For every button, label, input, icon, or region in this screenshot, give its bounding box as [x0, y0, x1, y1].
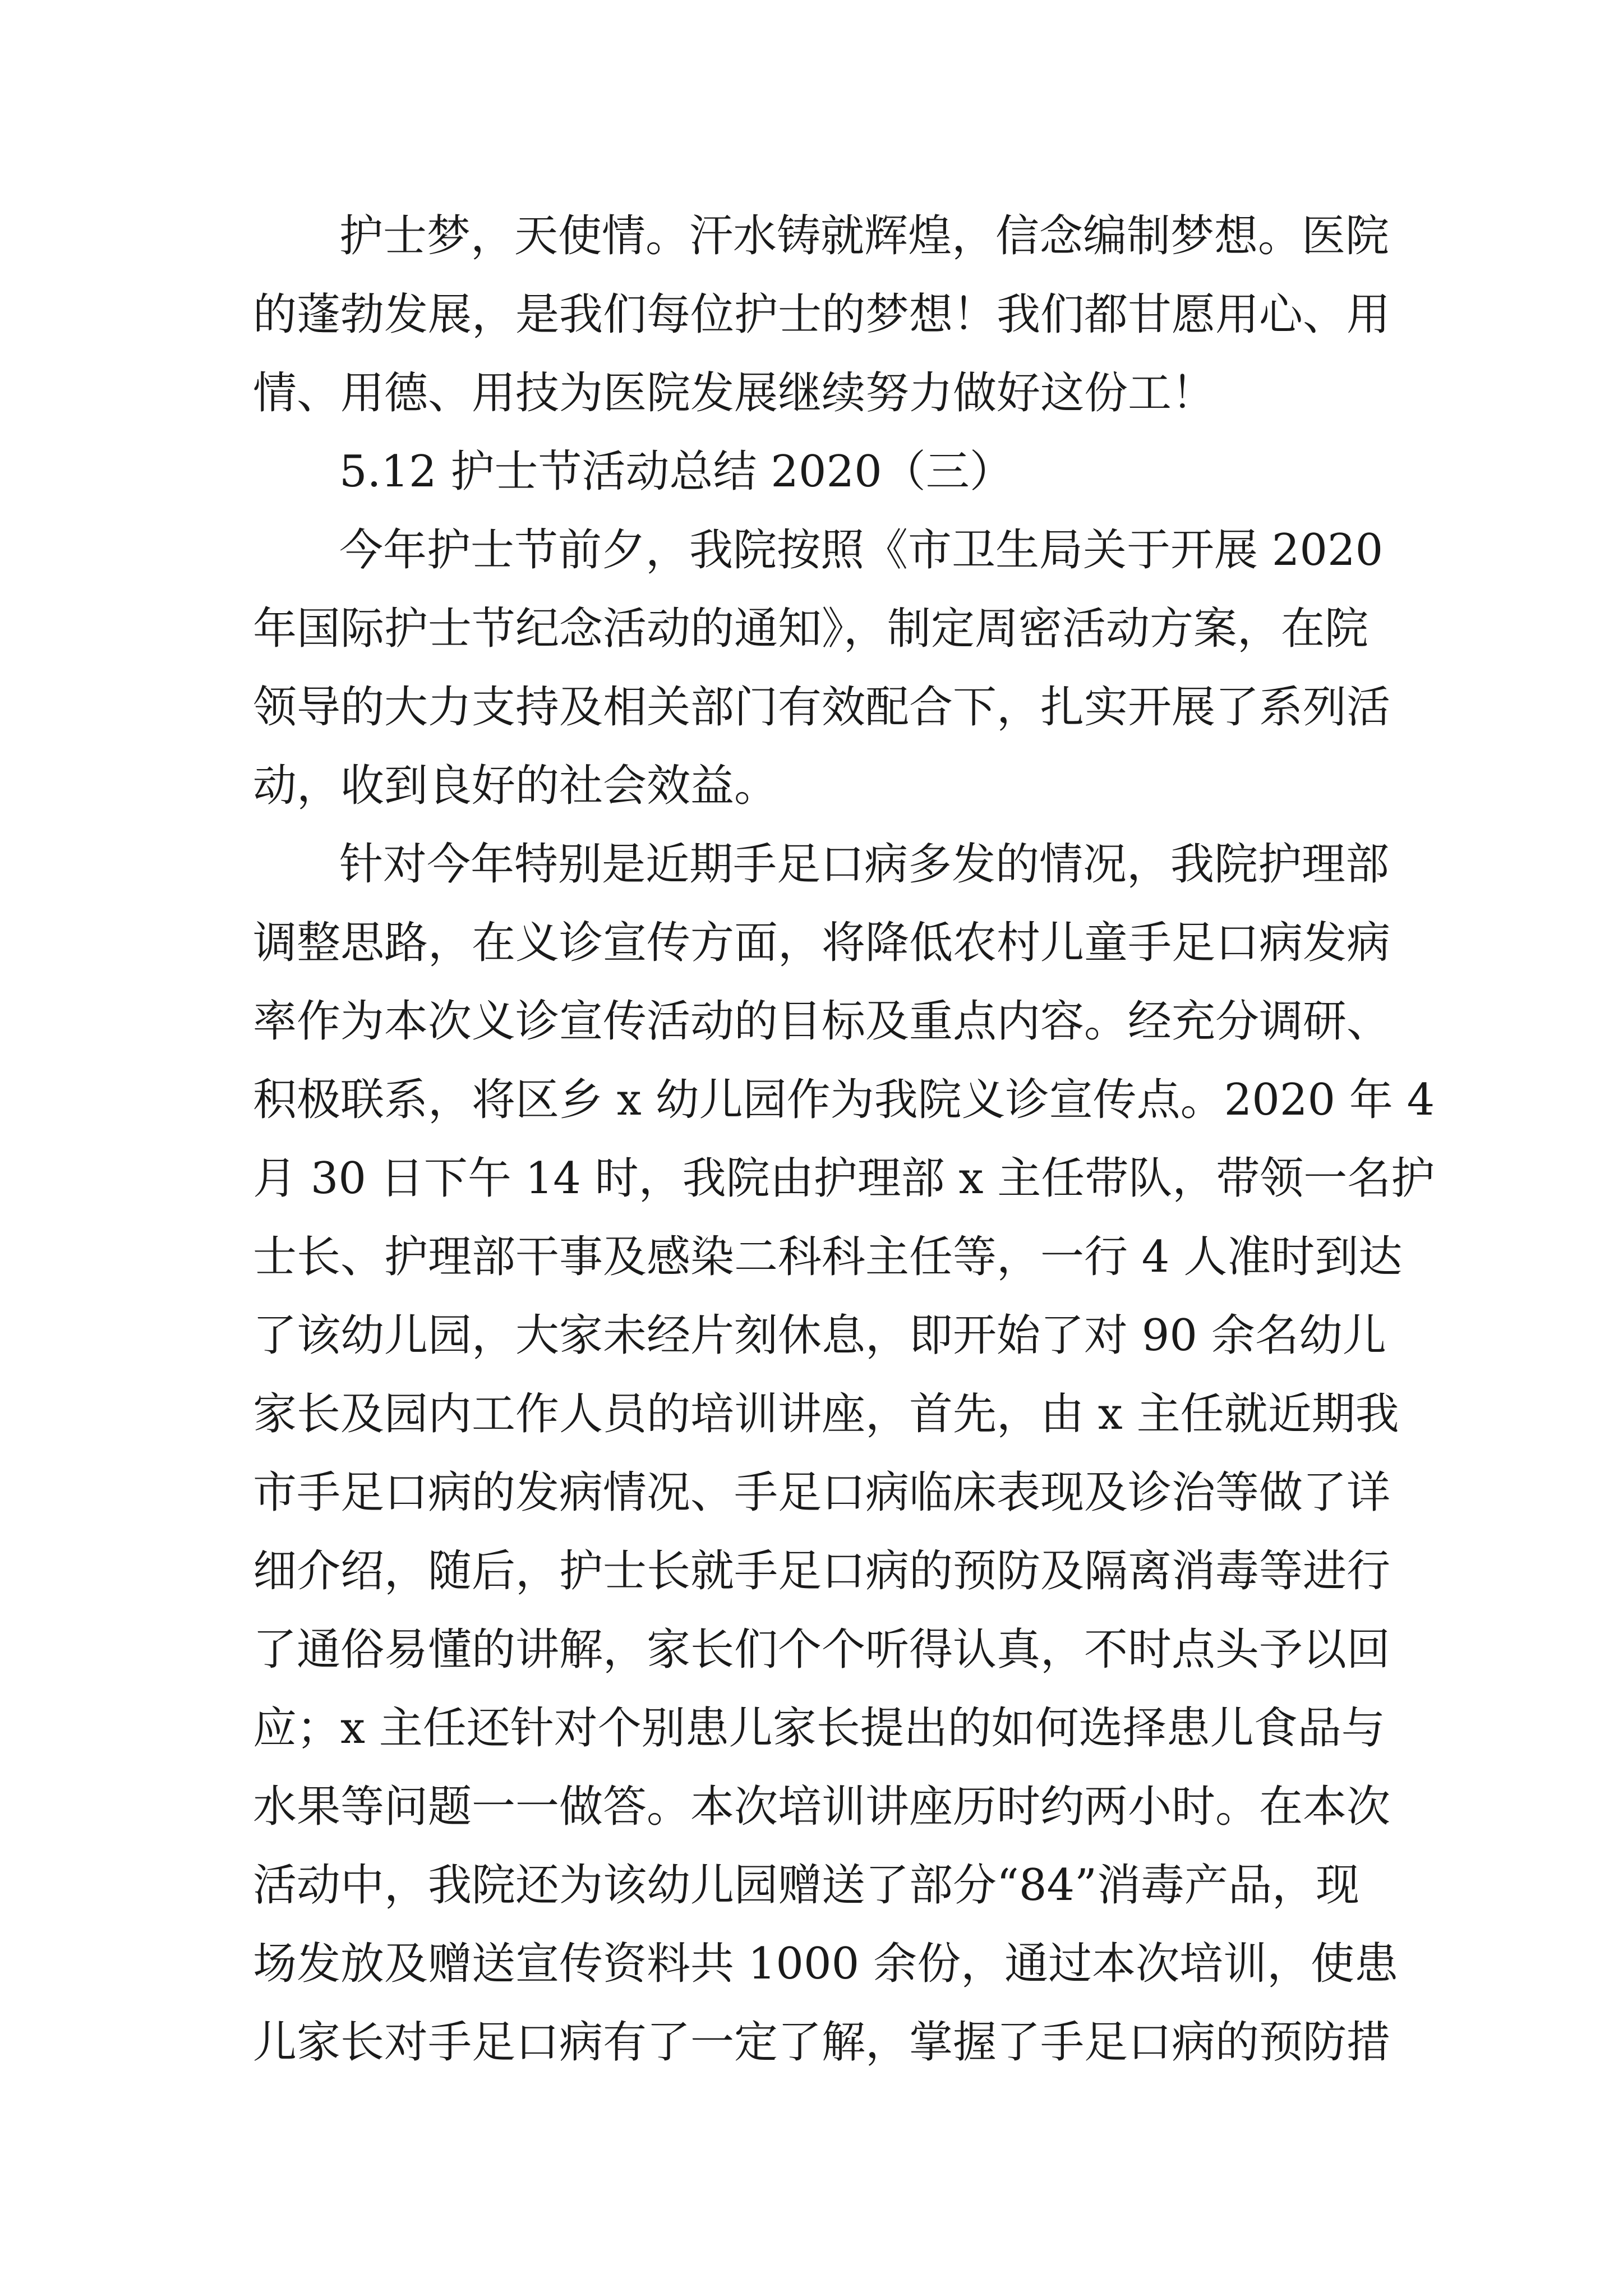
paragraph-2-line-3: 领导的大力支持及相关部门有效配合下，扎实开展了系列活 — [253, 682, 1391, 733]
paragraph-3-line-13: 水果等问题一一做答。本次培训讲座历时约两小时。在本次 — [253, 1782, 1391, 1832]
paragraph-3-line-4: 积极联系，将区乡 x 幼儿园作为我院义诊宣传点。2020 年 4 — [253, 1075, 1435, 1125]
paragraph-3-line-5: 月 30 日下午 14 时，我院由护理部 x 主任带队，带领一名护 — [253, 1153, 1435, 1204]
paragraph-3-line-12: 应；x 主任还针对个别患儿家长提出的如何选择患儿食品与 — [253, 1703, 1385, 1754]
paragraph-3-line-16: 儿家长对手足口病有了一定了解，掌握了手足口病的预防措 — [253, 2017, 1391, 2068]
paragraph-3-line-10: 细介绍，随后，护士长就手足口病的预防及隔离消毒等进行 — [253, 1546, 1391, 1596]
paragraph-2-line-4: 动，收到良好的社会效益。 — [253, 761, 778, 811]
paragraph-3-line-7: 了该幼儿园，大家未经片刻休息，即开始了对 90 余名幼儿 — [253, 1310, 1386, 1361]
paragraph-2-line-2: 年国际护士节纪念活动的通知》，制定周密活动方案，在院 — [253, 604, 1369, 654]
paragraph-3-line-2: 调整思路，在义诊宣传方面，将降低农村儿童手足口病发病 — [253, 918, 1391, 968]
paragraph-3-line-11: 了通俗易懂的讲解，家长们个个听得认真，不时点头予以回 — [253, 1625, 1391, 1675]
paragraph-1-line-2: 的蓬勃发展，是我们每位护士的梦想！我们都甘愿用心、用 — [253, 289, 1391, 340]
paragraph-3-line-14: 活动中，我院还为该幼儿园赠送了部分“84”消毒产品，现 — [253, 1860, 1360, 1911]
paragraph-3-line-8: 家长及园内工作人员的培训讲座，首先，由 x 主任就近期我 — [253, 1389, 1399, 1439]
paragraph-3-line-15: 场发放及赠送宣传资料共 1000 余份，通过本次培训，使患 — [253, 1939, 1399, 1989]
paragraph-1-line-1: 护士梦，天使情。汗水铸就辉煌，信念编制梦想。医院 — [339, 211, 1390, 261]
paragraph-3-line-6: 士长、护理部干事及感染二科科主任等，一行 4 人准时到达 — [253, 1232, 1403, 1282]
paragraph-2-line-1: 今年护士节前夕，我院按照《市卫生局关于开展 2020 — [339, 525, 1384, 576]
paragraph-3-line-1: 针对今年特别是近期手足口病多发的情况，我院护理部 — [339, 839, 1390, 890]
paragraph-1-line-3: 情、用德、用技为医院发展继续努力做好这份工！ — [253, 368, 1216, 418]
paragraph-3-line-3: 率作为本次义诊宣传活动的目标及重点内容。经充分调研、 — [253, 996, 1391, 1047]
paragraph-3-line-9: 市手足口病的发病情况、手足口病临床表现及诊治等做了详 — [253, 1467, 1391, 1518]
section-heading: 5.12 护士节活动总结 2020（三） — [339, 447, 1013, 497]
